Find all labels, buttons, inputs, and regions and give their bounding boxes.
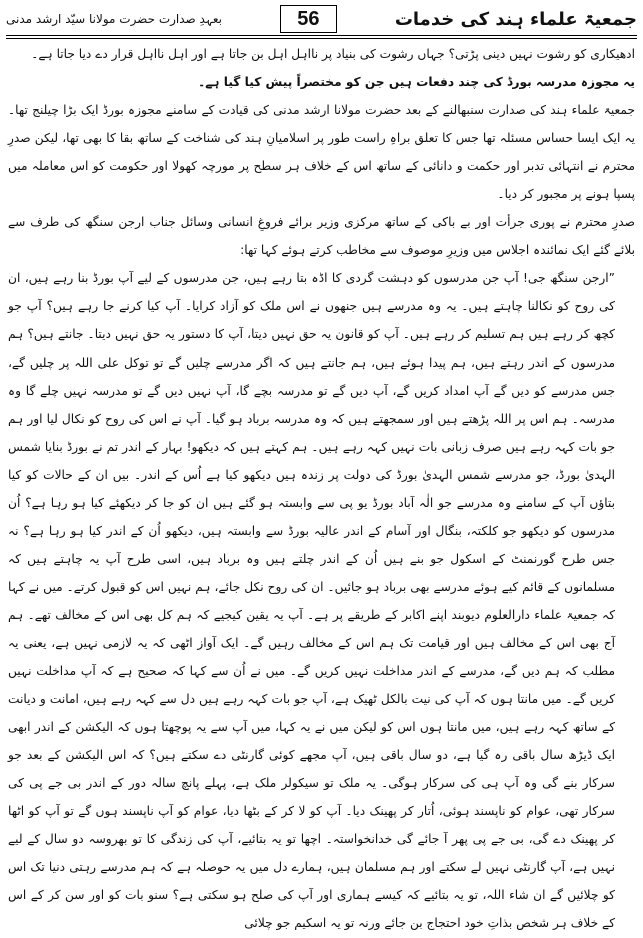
header-title: جمعیۃ علماء ہند کی خدمات [394, 8, 637, 30]
speech-quote: ”ارجن سنگھ جی! آپ جن مدرسوں کو دہشت گردی کا اڈہ بتا رہے ہیں، جن مدرسوں کے لیے آپ بورڈ بنا رہے ہیں، ان کی روح کو نکالنا چاہتے ہیں۔ یہ وہ مدرسے ہیں جنھوں نے اس ملک کو آزاد کرایا۔ آپ کیا کرنے جا رہے ہیں؟ آپ جو کچھ کر رہے ہیں ہم تسلیم کر رہے ہیں۔ آپ کو قانون یہ حق نہیں دیتا، آپ کا دستور یہ حق نہیں دیتا۔ جانتے ہیں؟ ہم مدرسوں کے اندر رہتے ہیں، ہم پیدا ہوئے ہیں، ہم جانتے ہیں کہ اگر مدرسے چلیں گے تو توکل علی اللہ پر چلیں گے، جس مدرسے کو دیں گے آپ امداد کریں گے، آپ دیں گے تو مدرسہ بچے گا، آپ نہیں دیں گے تو مدرسہ نہیں چلے گا وہ مدرسہ۔ ہم اس پر اللہ پڑھتے ہیں اور سمجھتے ہیں کہ وہ مدرسہ برباد ہو گیا۔ آپ نے اس کی روح کو نکال لیا اور ہم جو بات کہہ رہے ہیں صرف زبانی بات نہیں کہہ رہے ہیں۔ ہم کہتے ہیں کہ دیکھو! بہار کے اندر تم نے بورڈ بنایا شمس الہدیٰ بورڈ، جو مدرسے شمس الہدیٰ بورڈ کی دولت پر زندہ ہیں دیکھو کیا ہے اُس کے اندر۔ بیں ان کے حالات کو کیا بتاؤں آپ کے سامنے وہ مدرسے جو الٰہ آباد بورڈ یو پی سے وابستہ ہو گئے ہیں ان کو جا کر دیکھئے کیا ہو رہا ہے؟ اُن مدرسوں کو دیکھو جو کلکتہ، بنگال اور آسام کے اندر عالیہ بورڈ سے وابستہ ہیں، دیکھو اُن کے اندر کیا ہو رہا ہے؟ نہ جس طرح گورنمنٹ کے اسکول جو بنے ہیں اُن کے اندر چلتے ہیں وہ برباد ہیں، اسی طرح آپ یہ چاہتے ہیں کہ مسلمانوں کے قائم کیے ہوئے مدرسے بھی برباد ہو جائیں۔ ان کی روح نکل جائے، ہم نہیں اس کو قبول کرتے۔ میں نے کہا کہ جمعیۃ علماء دارالعلوم دیوبند اپنے اکابر کے طریقے پر ہے۔ آپ یہ یقین کیجیے کہ ہم کل بھی اس کے مخالف تھے۔ ہم آج بھی اس کے مخالف ہیں اور قیامت تک ہم اس کے مخالف رہیں گے۔ ایک آواز اٹھی کہ یہ لازمی نہیں ہے، یعنی یہ مطلب کہ ہم دیں گے، مدرسے کے اندر مداخلت نہیں کریں گے۔ میں نے اُن سے کہا کہ صحیح ہے کہ آپ مداخلت نہیں کریں گے۔ میں مانتا ہوں کہ آپ کی نیت بالکل ٹھیک ہے، آپ جو بات کہہ رہے ہیں دل سے کہہ رہے ہیں، امانت و دیانت کے ساتھ کہہ رہے ہیں، میں مانتا ہوں اس کو لیکن میں نے یہ کہا، میں آپ سے یہ پوچھتا ہوں کہ الیکشن کے اندر ابھی ایک ڈیڑھ سال باقی رہ گیا ہے، دو سال باقی ہیں، آپ مجھے کوئی گارنٹی دے سکتے ہیں؟ کہ اس الیکشن کے بعد جو سرکار بنے گی وہ آپ ہی کی سرکار ہوگی۔ یہ ملک تو سیکولر ملک ہے، پہلے پانچ سالہ دور کے اندر بی جے پی کی سرکار تھی، عوام کو ناپسند ہوئی، اُتار کر پھینک دیا۔ آپ کو لا کر کے بٹھا دیا، عوام کو آپ ناپسند ہوں گے تو آپ کو اٹھا کر پھینک دے گی، بی جے پی پھر آ جائے گی خدانخواستہ۔ اچھا تو یہ بتائیے، آپ کی زندگی کا تو بھروسہ دو سال کے لیے نہیں ہے، آپ گارنٹی نہیں لے سکتے اور ہم مسلمان ہیں، ہمارے دل میں یہ حوصلہ ہے کہ ہم مدرسے رہتی دنیا تک اس کو چلائیں گے ان شاء اللہ، تو یہ بتائیے کہ کیسے ہماری اور آپ کی صلح ہو سکتی ہے؟ سنو بات کو اور سن کر کے اس کے خلاف ہر شخص بذاتِ خود احتجاج بن جائے ورنہ تو یہ اسکیم جو چلائی [8, 271, 615, 931]
paragraph: جمعیۃ علماء ہند کی صدارت سنبھالنے کے بعد حضرت مولانا ارشد مدنی کی قیادت کے سامنے مجوزہ بورڈ ایک بڑا چیلنج تھا۔ یہ ایک ایسا حساس مسئلہ تھا جس کا تعلق براہِ راست طور پر اسلامیانِ ہند کی شناخت کے ساتھ بقا کا بھی تھا، لیکن صدرِ محترم نے انتہائی تدبر اور حکمت و دانائی کے ساتھ اس کے خلاف ہر سطح پر مورچہ کھولا اور حکومت کو اس معاملہ میں پسپا ہونے پر مجبور کر دیا۔ [8, 103, 635, 202]
body-text [8, 40, 635, 931]
paragraph: صدرِ محترم نے پوری جرأت اور بے باکی کے ساتھ مرکزی وزیر برائے فروغِ انسانی وسائل جناب ارجن سنگھ کی طرف سے بلائے گئے ایک نمائندہ اجلاس میں وزیرِ موصوف سے مخاطب کرتے ہوئے کہا تھا: [8, 215, 635, 258]
paragraph: ادھیکاری کو رشوت نہیں دینی پڑتی؟ جہاں رشوت کی بنیاد پر نااہل اہل بن جاتا ہے اور اہل نااہل قرار دے دیا جاتا ہے۔ [31, 47, 635, 61]
header-subtitle: بعہدِ صدارت حضرت مولانا سیّد ارشد مدنی [6, 12, 223, 26]
header-rule-top [6, 35, 637, 36]
page-header [6, 4, 637, 34]
page-number: 56 [280, 5, 336, 33]
section-note: یہ مجوزہ مدرسہ بورڈ کی چند دفعات ہیں جن کو مختصراً پیش کیا گیا ہے۔ [198, 75, 635, 90]
header-rule-bottom [6, 38, 637, 39]
